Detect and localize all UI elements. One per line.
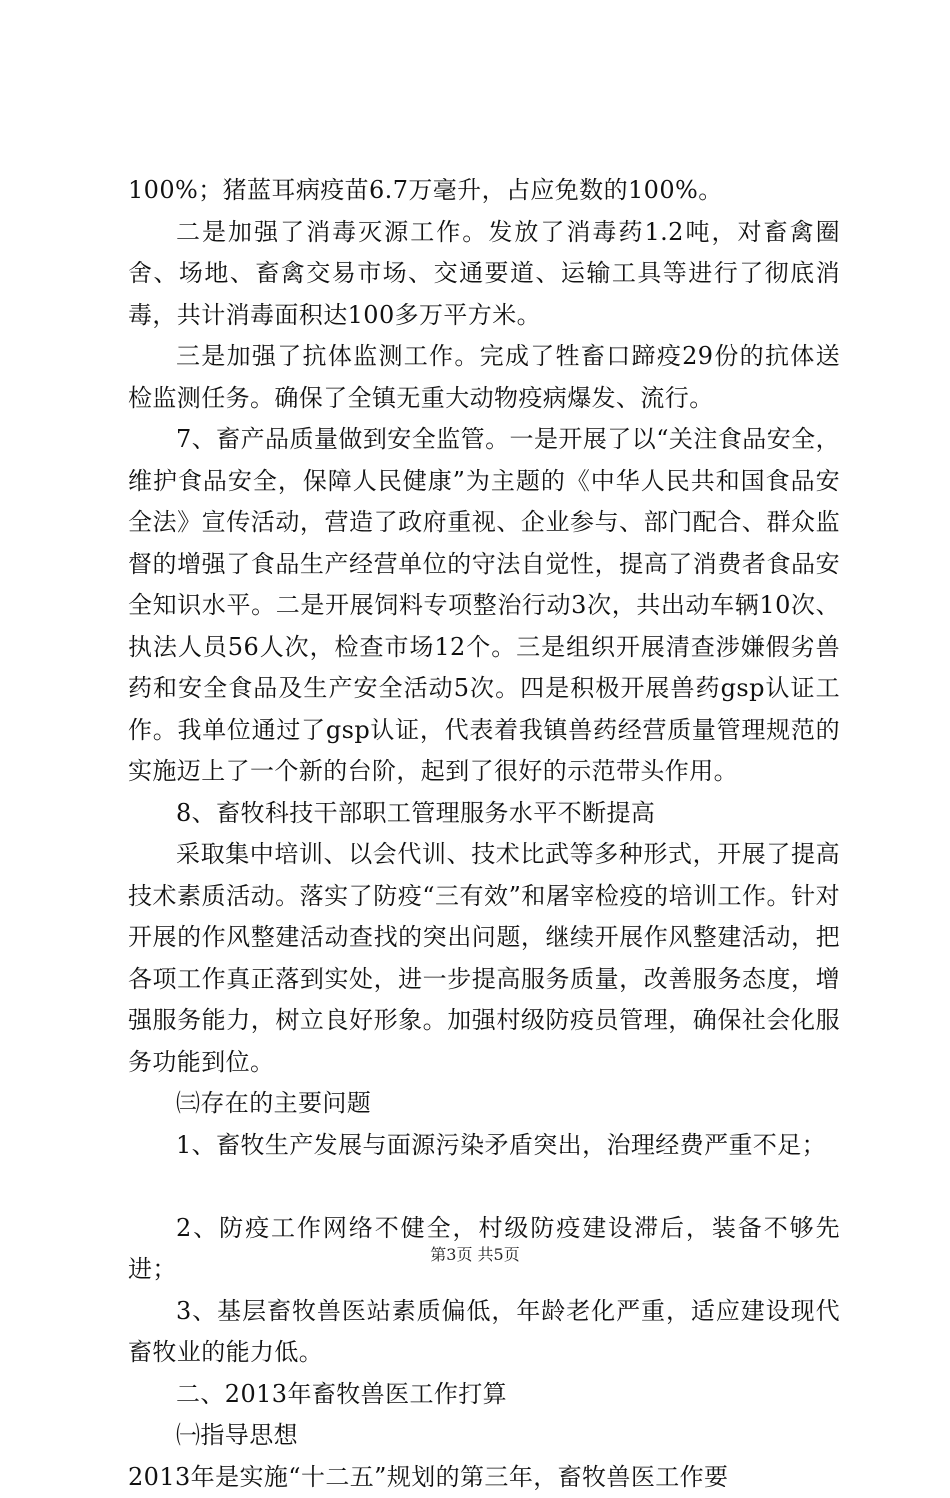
paragraph-problems-heading: ㈢存在的主要问题 bbox=[128, 1083, 840, 1125]
paragraph-training: 采取集中培训、以会代训、技术比武等多种形式，开展了提高技术素质活动。落实了防疫“三有效”和屠宰检疫的培训工作。针对开展的作风整建活动查找的突出问题，继续开展作风整建活动，把各项工作真正落到实处，进一步提高服务质量，改善服务态度，增强服务能力，树立良好形象。加强村级防疫员管理，确保社会化服务功能到位。 bbox=[128, 834, 840, 1083]
section-heading-2013-plan: 二、2013年畜牧兽医工作打算 bbox=[128, 1374, 840, 1416]
paragraph-problem-1: 1、畜牧生产发展与面源污染矛盾突出，治理经费严重不足； bbox=[128, 1125, 840, 1167]
paragraph-antibody-monitoring: 三是加强了抗体监测工作。完成了牲畜口蹄疫29份的抗体送检监测任务。确保了全镇无重大动物疫病爆发、流行。 bbox=[128, 336, 840, 419]
subheading-guiding-thought: ㈠指导思想 bbox=[128, 1415, 840, 1457]
paragraph-vaccine-summary: 100%；猪蓝耳病疫苗6.7万毫升，占应免数的100%。 bbox=[128, 170, 840, 212]
document-body bbox=[128, 170, 840, 1498]
paragraph-problem-3: 3、基层畜牧兽医站素质偏低，年龄老化严重，适应建设现代畜牧业的能力低。 bbox=[128, 1291, 840, 1374]
paragraph-2013-intro: 2013年是实施“十二五”规划的第三年，畜牧兽医工作要 bbox=[128, 1457, 840, 1498]
page-number: 第3页 共5页 bbox=[430, 1245, 519, 1264]
paragraph-disinfection: 二是加强了消毒灭源工作。发放了消毒药1.2吨，对畜禽圈舍、场地、畜禽交易市场、交通要道、运输工具等进行了彻底消毒，共计消毒面积达100多万平方米。 bbox=[128, 212, 840, 337]
paragraph-product-quality: 7、畜产品质量做到安全监管。一是开展了以“关注食品安全，维护食品安全，保障人民健康”为主题的《中华人民共和国食品安全法》宣传活动，营造了政府重视、企业参与、部门配合、群众监督的增强了食品生产经营单位的守法自觉性，提高了消费者食品安全知识水平。二是开展饲料专项整治行动3次，共出动车辆10次、执法人员56人次，检查市场12个。三是组织开展清查涉嫌假劣兽药和安全食品及生产安全活动5次。四是积极开展兽药gsp认证工作。我单位通过了gsp认证，代表着我镇兽药经营质量管理规范的实施迈上了一个新的台阶，起到了很好的示范带头作用。 bbox=[128, 419, 840, 793]
paragraph-problem-2: 2、防疫工作网络不健全，村级防疫建设滞后，装备不够先进； bbox=[128, 1208, 840, 1291]
page-footer bbox=[0, 1242, 950, 1265]
paragraph-staff-heading: 8、畜牧科技干部职工管理服务水平不断提高 bbox=[128, 793, 840, 835]
